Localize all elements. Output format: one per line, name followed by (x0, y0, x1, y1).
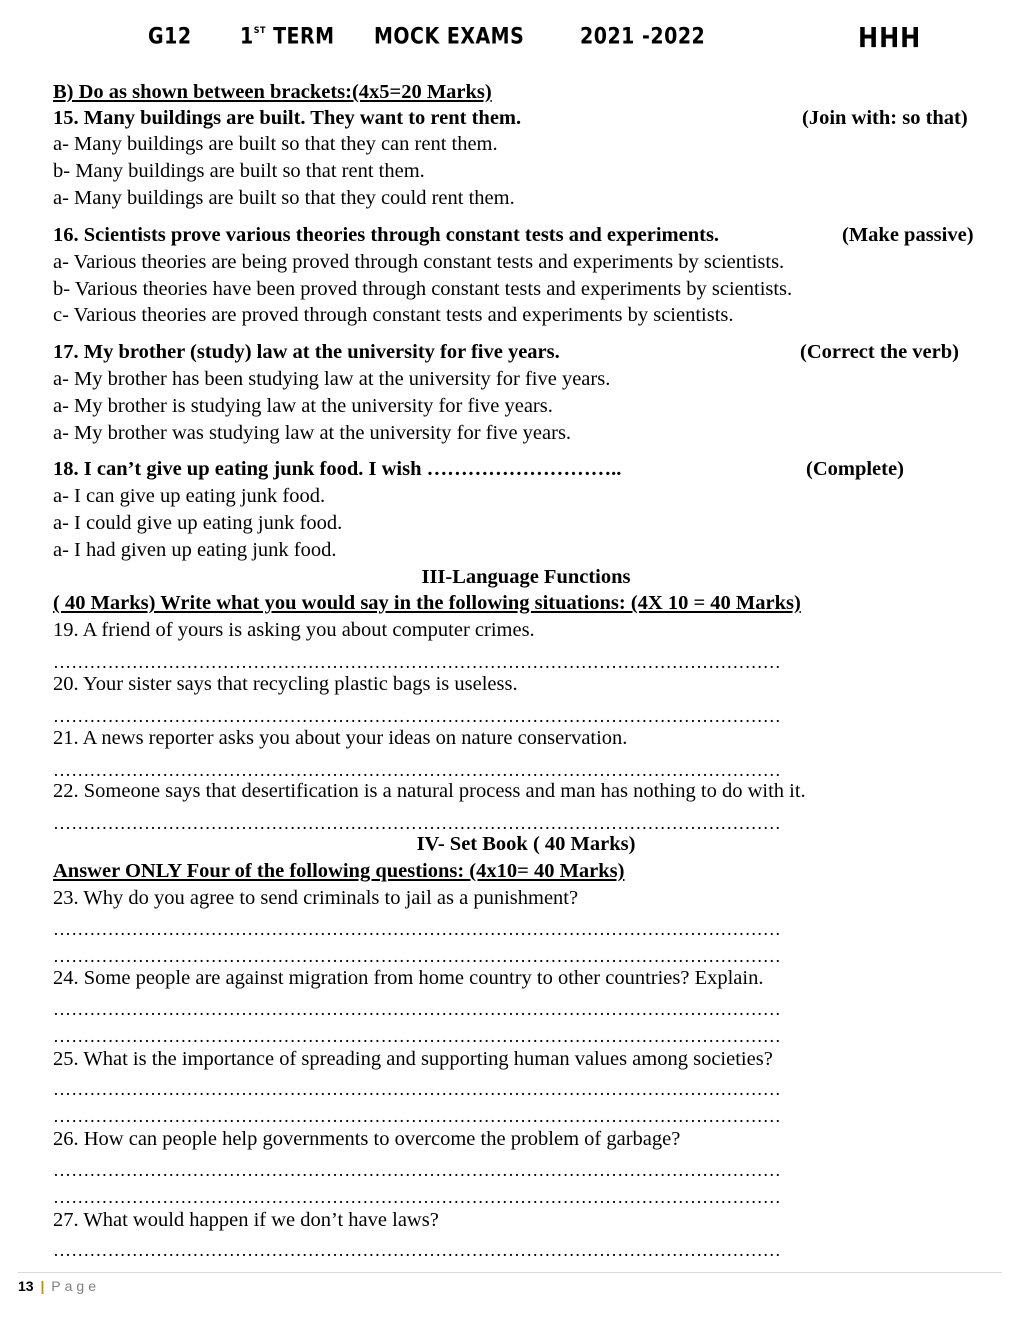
answer-line[interactable]: ………………………………………………………………………………………………………… (53, 1106, 781, 1126)
question-21: 21. A news reporter asks you about your ideas on nature conservation. (53, 727, 628, 749)
answer-line[interactable]: ………………………………………………………………………………………………………… (53, 1026, 781, 1046)
question-27: 27. What would happen if we don’t have laws? (53, 1209, 439, 1231)
question-24: 24. Some people are against migration from home country to other countries? Explain. (53, 967, 764, 989)
question-19: 19. A friend of yours is asking you about computer crimes. (53, 619, 535, 641)
question-17-option: a- My brother was studying law at the university for five years. (53, 422, 572, 444)
page-number: 13 (18, 1278, 34, 1294)
answer-line[interactable]: ………………………………………………………………………………………………………… (53, 946, 781, 966)
question-25: 25. What is the importance of spreading and supporting human values among societies? (53, 1048, 773, 1070)
question-17-option: a- My brother has been studying law at the university for five years. (53, 368, 611, 390)
section-b-title: B) Do as shown between brackets:(4x5=20 Marks) (53, 81, 492, 103)
answer-line[interactable]: ………………………………………………………………………………………………………… (53, 1079, 781, 1099)
answer-line[interactable]: ………………………………………………………………………………………………………… (53, 999, 781, 1019)
page-footer (18, 1278, 100, 1294)
answer-line[interactable]: ………………………………………………………………………………………………………… (53, 919, 781, 939)
answer-line[interactable]: ………………………………………………………………………………………………………… (53, 1240, 781, 1260)
answer-line[interactable]: ………………………………………………………………………………………………………… (53, 813, 781, 833)
question-18-instruction: (Complete) (806, 458, 904, 480)
question-16-instruction: (Make passive) (842, 224, 974, 246)
question-22: 22. Someone says that desertification is a natural process and man has nothing to do with it. (53, 780, 806, 802)
header-exam: MOCK EXAMS (374, 23, 525, 50)
question-15-option: b- Many buildings are built so that rent them. (53, 160, 425, 182)
page-label: Page (51, 1278, 100, 1294)
question-15: 15. Many buildings are built. They want to rent them. (53, 107, 522, 129)
answer-line[interactable]: ………………………………………………………………………………………………………… (53, 1160, 781, 1180)
question-16-option: a- Various theories are being proved through constant tests and experiments by scientists. (53, 251, 785, 273)
question-26: 26. How can people help governments to overcome the problem of garbage? (53, 1128, 681, 1150)
answer-line[interactable]: ………………………………………………………………………………………………………… (53, 760, 781, 780)
question-16-option: c- Various theories are proved through constant tests and experiments by scientists. (53, 304, 734, 326)
header-term: 1ST TERM (240, 23, 335, 50)
answer-line[interactable]: ………………………………………………………………………………………………………… (53, 652, 781, 672)
section-iv-subtitle: Answer ONLY Four of the following questions: (4x10= 40 Marks) (53, 860, 625, 882)
question-15-instruction: (Join with: so that) (802, 107, 968, 129)
section-iv-title: IV- Set Book ( 40 Marks) (416, 833, 636, 855)
question-18: 18. I can’t give up eating junk food. I wish ……………………….. (53, 458, 622, 480)
question-17: 17. My brother (study) law at the university for five years. (53, 341, 560, 363)
question-17-option: a- My brother is studying law at the university for five years. (53, 395, 553, 417)
question-18-option: a- I had given up eating junk food. (53, 539, 337, 561)
question-17-instruction: (Correct the verb) (800, 341, 959, 363)
question-23: 23. Why do you agree to send criminals to jail as a punishment? (53, 887, 579, 909)
answer-line[interactable]: ………………………………………………………………………………………………………… (53, 1187, 781, 1207)
answer-line[interactable]: ………………………………………………………………………………………………………… (53, 706, 781, 726)
question-18-option: a- I can give up eating junk food. (53, 485, 326, 507)
footer-separator: | (40, 1278, 45, 1294)
section-iii-subtitle: ( 40 Marks) Write what you would say in the following situations: (4X 10 = 40 Marks) (53, 592, 801, 614)
question-18-option: a- I could give up eating junk food. (53, 512, 343, 534)
question-16-option: b- Various theories have been proved through constant tests and experiments by scientists. (53, 278, 793, 300)
header-mark: HHH (858, 21, 922, 54)
question-15-option: a- Many buildings are built so that they can rent them. (53, 133, 498, 155)
header-year: 2021 -2022 (580, 23, 706, 50)
footer-divider (18, 1272, 1002, 1273)
header-grade: G12 (148, 23, 192, 50)
question-15-option: a- Many buildings are built so that they could rent them. (53, 187, 515, 209)
section-iii-title: III-Language Functions (421, 566, 631, 588)
question-20: 20. Your sister says that recycling plastic bags is useless. (53, 673, 518, 695)
question-16: 16. Scientists prove various theories through constant tests and experiments. (53, 224, 720, 246)
